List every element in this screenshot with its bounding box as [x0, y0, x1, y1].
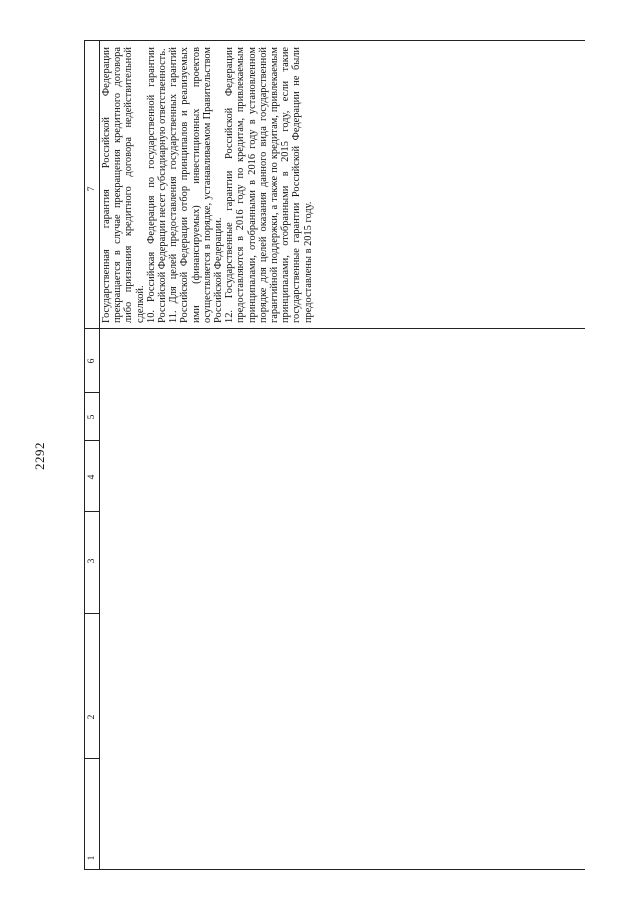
rotated-page [28, 36, 588, 876]
paragraph-item-11: 11. Для целей предоставления государственных гарантий Российской Федерации отбор принципалов и реализуемых ими (финансируемых) инвестиционных проектов осуществляется в порядке, устанавливаемом Правительством Российской Федерации. [168, 47, 225, 323]
column-separator [85, 328, 585, 329]
column-header-1: 1 [87, 855, 97, 861]
paragraph-item-12: 12. Государственные гарантии Российской Федерации предоставляются в 2016 году по кредитам, привлекаемым принципалами, отобранными в 2016 году в установленном порядке для целей оказания данного вида государственной гарантийной поддержки, а также по кредитам, привлекаемым принципалами, отобранными в 2015 году, если такие государственные гарантии Российской Федерации не были предоставлены в 2015 году. [224, 47, 314, 323]
column-header-6: 6 [87, 358, 97, 364]
page-number: 2292 [32, 442, 47, 470]
column-header-3: 3 [87, 558, 97, 564]
column-7-content [101, 47, 314, 323]
paragraph-guarantee-termination: Государственная гарантия Российской Федерации прекращается в случае прекращения кредитного договора либо признания кредитного договора недействительной сделкой. [101, 47, 146, 323]
column-separator [85, 758, 99, 759]
paragraph-item-10: 10. Российская Федерация по государственной гарантии Российской Федерации несет субсидиарную ответственность. [145, 47, 169, 323]
column-separator [85, 613, 99, 614]
column-separator [85, 40, 585, 41]
column-separator [85, 392, 99, 393]
table-header-row [85, 40, 100, 869]
column-header-5: 5 [87, 414, 97, 420]
column-header-4: 4 [87, 474, 97, 480]
column-separator [85, 511, 99, 512]
column-separator [85, 440, 99, 441]
document-table [84, 40, 585, 870]
column-header-7: 7 [87, 186, 97, 192]
column-header-2: 2 [87, 714, 97, 720]
